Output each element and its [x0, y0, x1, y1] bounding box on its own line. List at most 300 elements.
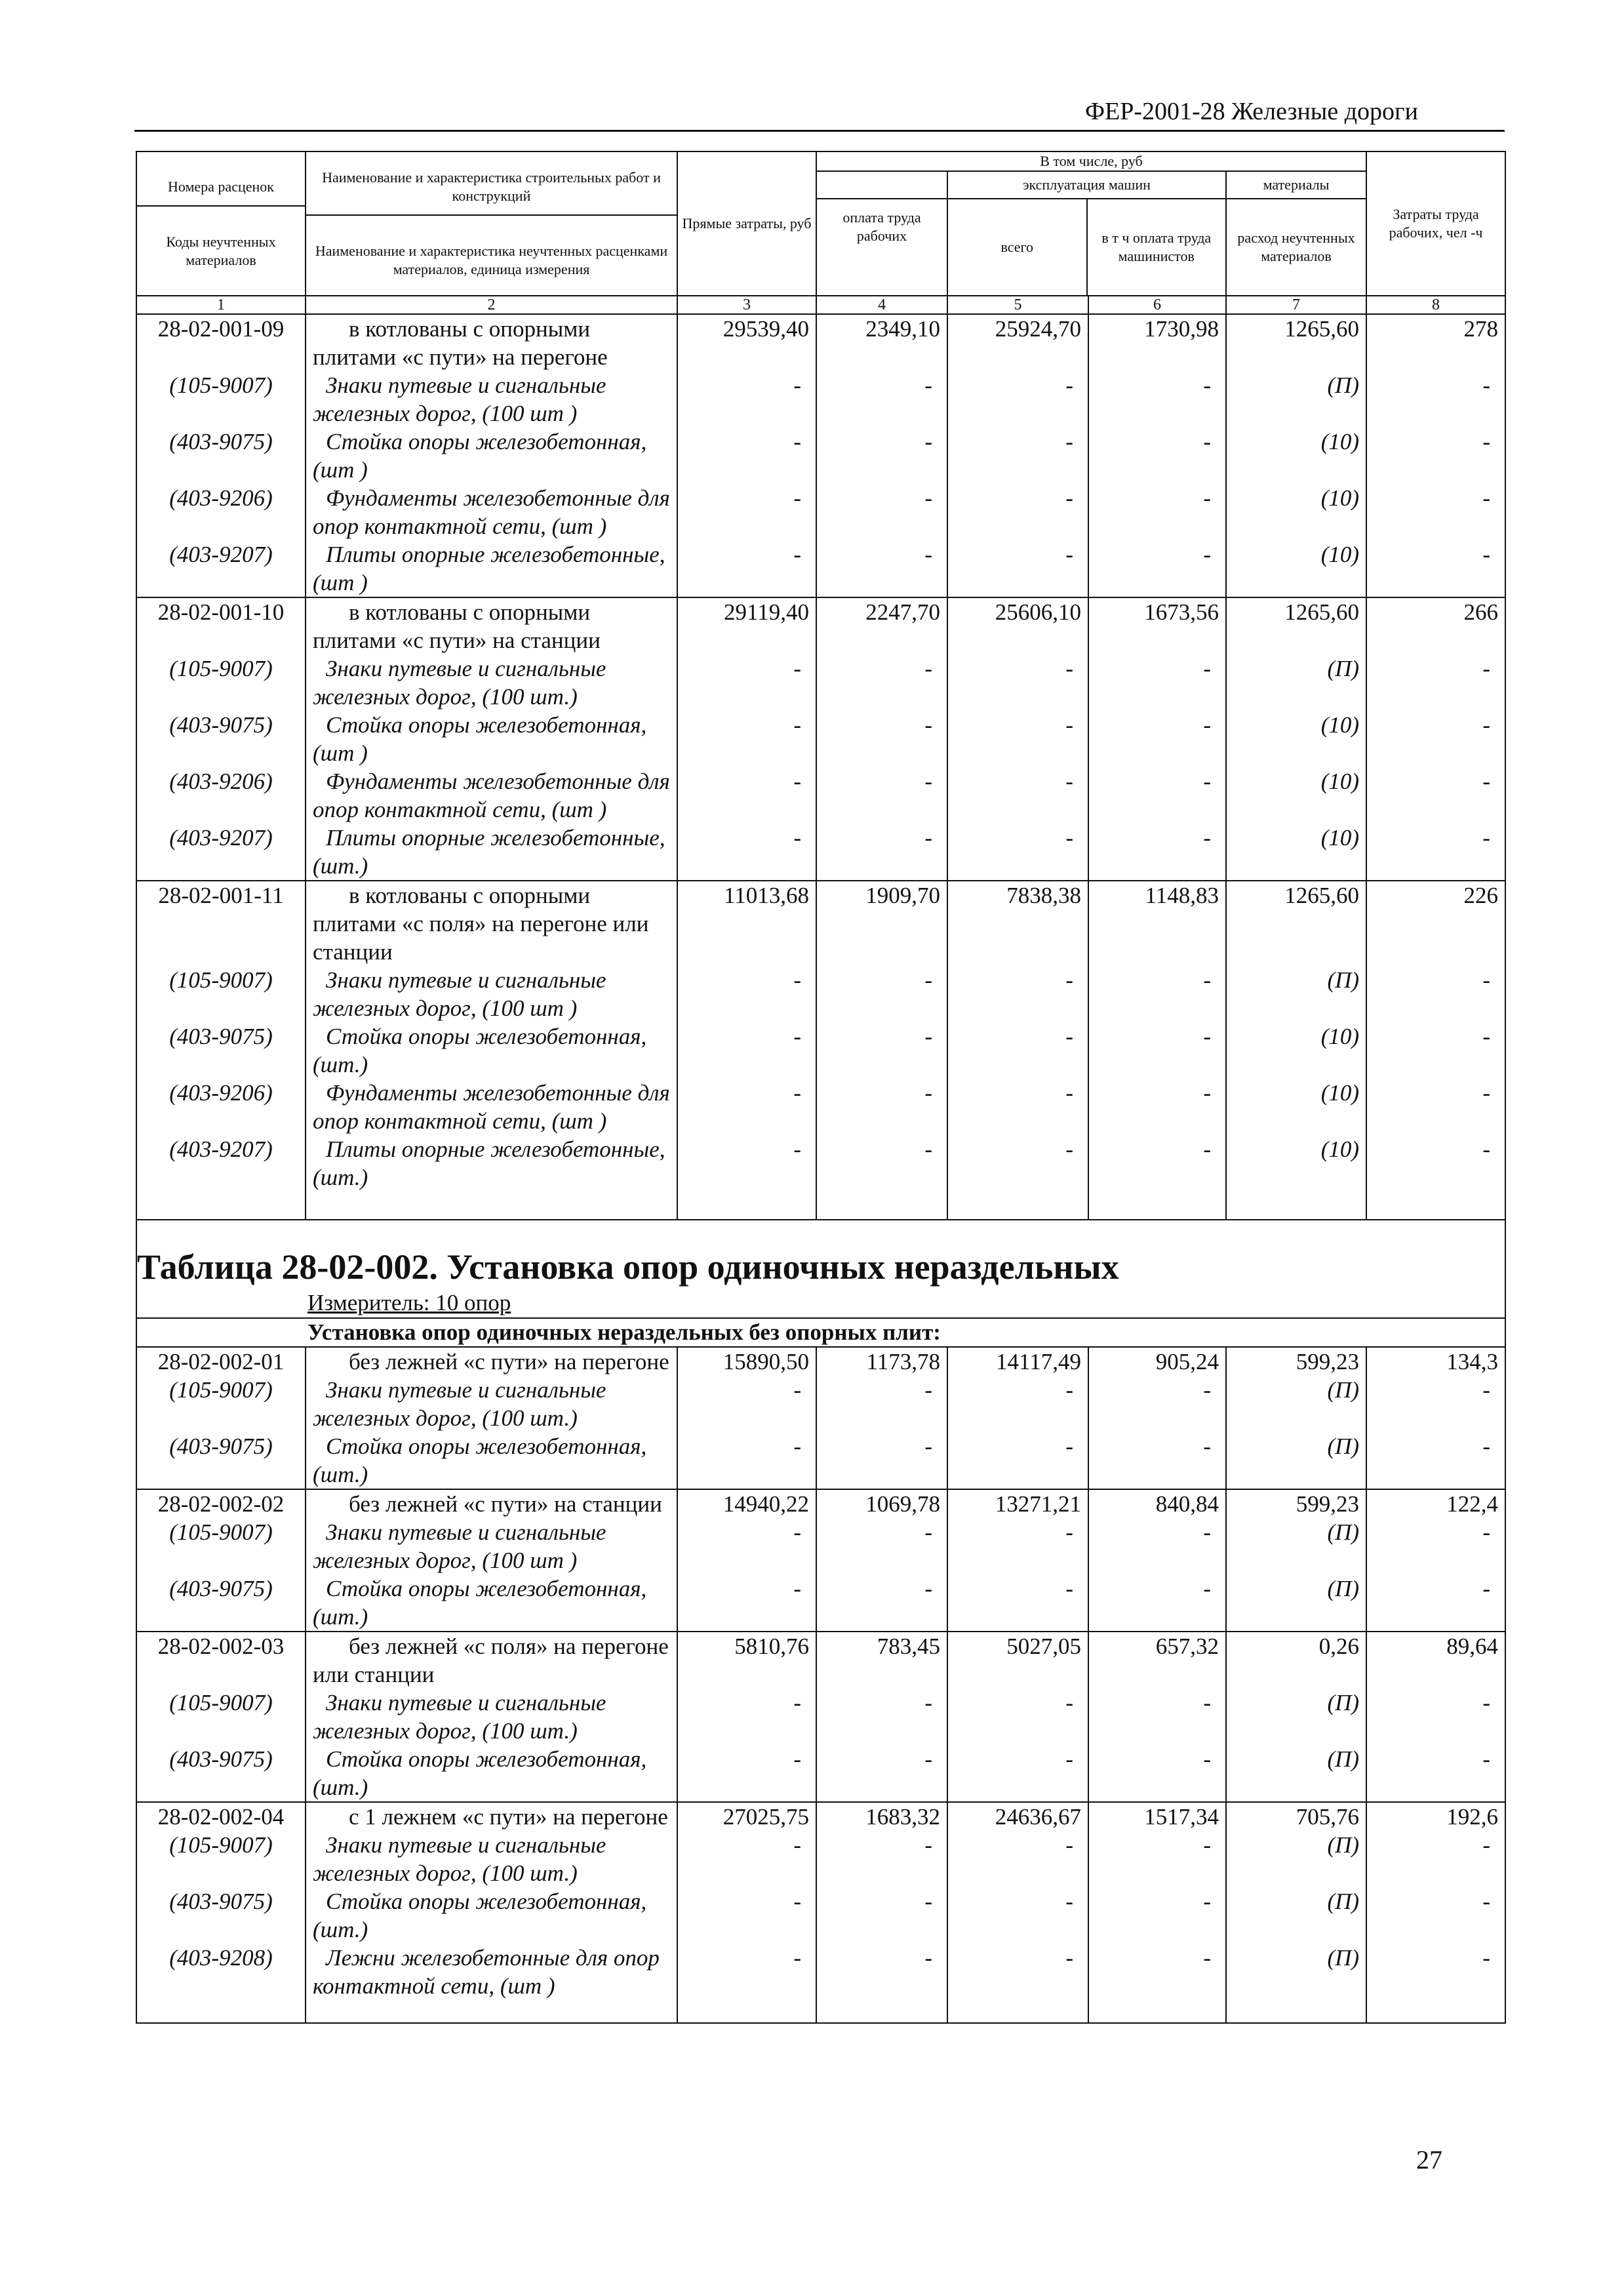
dash-cell: - [1088, 371, 1226, 428]
value-direct: 27025,75 [677, 1802, 816, 1831]
table-measure [136, 1289, 1505, 1318]
resource-row [136, 767, 1505, 824]
work-name-text: в котлованы с опорными плитами «с поля» на перегоне или станции [313, 883, 649, 965]
rate-row [136, 314, 1505, 371]
spacer-cell [136, 2000, 306, 2023]
col-rate-codes-header: Номера расценок Коды неучтенных материалов [136, 151, 306, 296]
resource-code: (105-9007) [136, 1689, 306, 1745]
dash-cell: - [947, 1745, 1088, 1802]
dash-cell: - [947, 1887, 1088, 1944]
spacer-cell [677, 2000, 816, 2023]
dash-cell: - [1088, 1432, 1226, 1489]
resource-name-text: Знаки путевые и сигнальные железных дорог, (100 шт.) [313, 1377, 606, 1431]
resource-name-text: Стойка опоры железобетонная, (шт.) [313, 1434, 647, 1487]
rate-row [136, 1802, 1505, 1831]
resource-quantity: (10) [1226, 540, 1366, 597]
column-number: 7 [1226, 296, 1366, 314]
dash-cell: - [677, 1518, 816, 1574]
resource-name [306, 1745, 677, 1802]
dash-cell: - [1366, 540, 1505, 597]
resource-row [136, 484, 1505, 540]
work-name-text: с 1 лежнем «с пути» на перегоне [349, 1804, 668, 1830]
resource-row [136, 1689, 1505, 1745]
work-name [306, 314, 677, 371]
resource-name-text: Фундаменты железобетонные для опор контактной сети, (шт ) [313, 769, 670, 822]
column-number: 5 [947, 296, 1088, 314]
dash-cell: - [677, 1831, 816, 1887]
resource-row [136, 1079, 1505, 1135]
dash-cell: - [677, 1745, 816, 1802]
resource-code: (105-9007) [136, 1518, 306, 1574]
dash-cell: - [677, 1432, 816, 1489]
resource-quantity: (П) [1226, 1831, 1366, 1887]
dash-cell: - [947, 654, 1088, 711]
resource-row [136, 371, 1505, 428]
resource-name [306, 767, 677, 824]
dash-cell: - [677, 711, 816, 767]
dash-cell: - [816, 1022, 947, 1079]
value-labor: 134,3 [1366, 1347, 1505, 1376]
resource-row [136, 711, 1505, 767]
value-labor: 122,4 [1366, 1489, 1505, 1518]
dash-cell: - [1366, 824, 1505, 881]
spacer-cell [306, 2000, 677, 2023]
value-labor: 266 [1366, 597, 1505, 654]
dash-cell: - [816, 371, 947, 428]
dash-cell: - [677, 1574, 816, 1632]
page-number: 27 [1416, 2145, 1442, 2175]
resource-name-text: Знаки путевые и сигнальные железных дорог, (100 шт.) [313, 656, 606, 710]
dash-cell: - [816, 711, 947, 767]
dash-cell: - [947, 1079, 1088, 1135]
value-direct: 29119,40 [677, 597, 816, 654]
value-labor: 226 [1366, 881, 1505, 966]
value-wages: 1909,70 [816, 881, 947, 966]
dash-cell: - [677, 1376, 816, 1432]
dash-cell: - [1088, 1831, 1226, 1887]
value-wages: 1069,78 [816, 1489, 947, 1518]
resource-name [306, 1376, 677, 1432]
resource-quantity: (П) [1226, 1376, 1366, 1432]
resource-quantity: (10) [1226, 1022, 1366, 1079]
dash-cell: - [1366, 1518, 1505, 1574]
col-labor-header: Затраты труда рабочих, чел -ч [1366, 151, 1505, 296]
resource-row [136, 1944, 1505, 2000]
resource-code: (403-9206) [136, 484, 306, 540]
spacer-cell [947, 1192, 1088, 1220]
resource-row [136, 428, 1505, 484]
dash-cell: - [1088, 711, 1226, 767]
work-name [306, 881, 677, 966]
dash-cell: - [1366, 1887, 1505, 1944]
column-number: 8 [1366, 296, 1505, 314]
dash-cell: - [947, 1376, 1088, 1432]
resource-quantity: (10) [1226, 484, 1366, 540]
dash-cell: - [1088, 767, 1226, 824]
resource-row [136, 1135, 1505, 1192]
resource-quantity: (П) [1226, 1745, 1366, 1802]
resource-name [306, 1432, 677, 1489]
dash-cell: - [947, 824, 1088, 881]
resource-code: (403-9075) [136, 711, 306, 767]
value-materials: 1265,60 [1226, 881, 1366, 966]
resource-name-text: Фундаменты железобетонные для опор контактной сети, (шт ) [313, 485, 670, 539]
dash-cell: - [1366, 1831, 1505, 1887]
resource-row [136, 1022, 1505, 1079]
rate-code: 28-02-001-09 [136, 314, 306, 371]
dash-cell: - [677, 966, 816, 1022]
dash-cell: - [677, 767, 816, 824]
rate-row [136, 597, 1505, 654]
dash-cell: - [947, 966, 1088, 1022]
resource-name [306, 428, 677, 484]
dash-cell: - [816, 824, 947, 881]
dash-cell: - [677, 1079, 816, 1135]
dash-cell: - [1366, 371, 1505, 428]
value-mach: 25924,70 [947, 314, 1088, 371]
resource-quantity: (10) [1226, 428, 1366, 484]
resource-name [306, 1831, 677, 1887]
dash-cell: - [947, 1022, 1088, 1079]
work-name [306, 1489, 677, 1518]
dash-cell: - [677, 1887, 816, 1944]
rate-row [136, 1632, 1505, 1689]
dash-cell: - [1088, 966, 1226, 1022]
col-name-header: Наименование и характеристика строительных работ и конструкций Наименование и характеристика неучтенных расценками материалов, единица измерения [306, 151, 677, 296]
resource-row [136, 1376, 1505, 1432]
value-wages: 2349,10 [816, 314, 947, 371]
resource-row [136, 654, 1505, 711]
dash-cell: - [677, 1944, 816, 2000]
spacer-cell [1088, 2000, 1226, 2023]
column-number: 1 [136, 296, 306, 314]
dash-cell: - [947, 1574, 1088, 1632]
resource-name-text: Знаки путевые и сигнальные железных дорог, (100 шт.) [313, 1832, 606, 1886]
value-labor: 89,64 [1366, 1632, 1505, 1689]
work-name [306, 1802, 677, 1831]
resource-name [306, 484, 677, 540]
dash-cell: - [947, 484, 1088, 540]
dash-cell: - [1366, 711, 1505, 767]
resource-quantity: (П) [1226, 1432, 1366, 1489]
resource-code: (403-9208) [136, 1944, 306, 2000]
resource-name-text: Знаки путевые и сигнальные железных дорог, (100 шт.) [313, 1690, 606, 1744]
dash-cell: - [677, 428, 816, 484]
value-wages: 2247,70 [816, 597, 947, 654]
resource-name-text: Стойка опоры железобетонная, (шт.) [313, 1024, 647, 1077]
resource-name [306, 1079, 677, 1135]
dash-cell: - [1088, 1022, 1226, 1079]
rate-code: 28-02-002-02 [136, 1489, 306, 1518]
column-numbers-row [136, 296, 1505, 314]
resource-name [306, 1887, 677, 1944]
resource-code: (403-9207) [136, 824, 306, 881]
resource-quantity: (10) [1226, 1135, 1366, 1192]
value-direct: 14940,22 [677, 1489, 816, 1518]
dash-cell: - [816, 1376, 947, 1432]
resource-name-text: Плиты опорные железобетонные, (шт ) [313, 542, 665, 595]
dash-cell: - [677, 540, 816, 597]
dash-cell: - [816, 654, 947, 711]
dash-cell: - [1366, 1135, 1505, 1192]
resource-row [136, 1887, 1505, 1944]
dash-cell: - [1366, 966, 1505, 1022]
resource-name [306, 1022, 677, 1079]
resource-name-text: Знаки путевые и сигнальные железных дорог, (100 шт ) [313, 1519, 606, 1573]
dash-cell: - [1088, 1887, 1226, 1944]
dash-cell: - [1088, 1376, 1226, 1432]
resource-quantity: (П) [1226, 966, 1366, 1022]
dash-cell: - [1088, 428, 1226, 484]
rate-code: 28-02-002-04 [136, 1802, 306, 1831]
dash-cell: - [947, 1432, 1088, 1489]
resource-code: (403-9075) [136, 1745, 306, 1802]
work-name-text: без лежней «с пути» на станции [349, 1491, 662, 1517]
dash-cell: - [1088, 1745, 1226, 1802]
dash-cell: - [816, 1079, 947, 1135]
resource-name-text: Стойка опоры железобетонная, (шт ) [313, 712, 647, 766]
dash-cell: - [816, 1432, 947, 1489]
resource-quantity: (П) [1226, 1887, 1366, 1944]
dash-cell: - [1366, 1022, 1505, 1079]
work-name [306, 1632, 677, 1689]
column-number: 2 [306, 296, 677, 314]
value-materials: 0,26 [1226, 1632, 1366, 1689]
resource-row [136, 1432, 1505, 1489]
resource-code: (403-9206) [136, 1079, 306, 1135]
dash-cell: - [1088, 1944, 1226, 2000]
dash-cell: - [816, 484, 947, 540]
resource-name-text: Стойка опоры железобетонная, (шт.) [313, 1889, 647, 1942]
value-direct: 29539,40 [677, 314, 816, 371]
dash-cell: - [816, 1518, 947, 1574]
resource-quantity: (10) [1226, 711, 1366, 767]
resource-name-text: Плиты опорные железобетонные, (шт.) [313, 825, 665, 879]
rate-code: 28-02-001-10 [136, 597, 306, 654]
column-number: 6 [1088, 296, 1226, 314]
work-name [306, 1347, 677, 1376]
column-number: 3 [677, 296, 816, 314]
resource-code: (403-9075) [136, 1022, 306, 1079]
dash-cell: - [1366, 1574, 1505, 1632]
resource-quantity: (П) [1226, 654, 1366, 711]
measure-text: Измеритель: 10 опор [307, 1290, 511, 1315]
dash-cell: - [947, 1135, 1088, 1192]
resource-code: (403-9075) [136, 1887, 306, 1944]
dash-cell: - [947, 1518, 1088, 1574]
resource-name-text: Стойка опоры железобетонная, (шт.) [313, 1576, 647, 1630]
value-mach: 24636,67 [947, 1802, 1088, 1831]
dash-cell: - [1088, 540, 1226, 597]
table-title: Таблица 28-02-002. Установка опор одиночных нераздельных [136, 1220, 1505, 1289]
value-mach-wages: 1148,83 [1088, 881, 1226, 966]
resource-name [306, 1518, 677, 1574]
rates-table [136, 151, 1506, 2024]
resource-name [306, 1944, 677, 2000]
resource-code: (403-9206) [136, 767, 306, 824]
value-mach-wages: 840,84 [1088, 1489, 1226, 1518]
value-labor: 192,6 [1366, 1802, 1505, 1831]
value-mach-wages: 657,32 [1088, 1632, 1226, 1689]
resource-code: (403-9207) [136, 1135, 306, 1192]
dash-cell: - [677, 371, 816, 428]
resource-name [306, 1135, 677, 1192]
dash-cell: - [816, 540, 947, 597]
dash-cell: - [1366, 1079, 1505, 1135]
dash-cell: - [1088, 1689, 1226, 1745]
value-materials: 1265,60 [1226, 597, 1366, 654]
resource-name-text: Знаки путевые и сигнальные железных дорог, (100 шт ) [313, 967, 606, 1021]
dash-cell: - [947, 428, 1088, 484]
resource-name [306, 654, 677, 711]
dash-cell: - [1366, 767, 1505, 824]
dash-cell: - [947, 711, 1088, 767]
col-incl-header: В том числе, руб [816, 151, 1366, 171]
resource-name [306, 1689, 677, 1745]
dash-cell: - [947, 767, 1088, 824]
resource-row [136, 966, 1505, 1022]
value-mach: 5027,05 [947, 1632, 1088, 1689]
work-name-text: без лежней «с поля» на перегоне или станции [313, 1634, 669, 1687]
resource-code: (105-9007) [136, 1831, 306, 1887]
dash-cell: - [816, 1831, 947, 1887]
resource-name-text: Знаки путевые и сигнальные железных дорог, (100 шт ) [313, 372, 606, 426]
work-name-text: в котлованы с опорными плитами «с пути» на станции [313, 599, 601, 653]
resource-code: (105-9007) [136, 654, 306, 711]
resource-quantity: (10) [1226, 1079, 1366, 1135]
resource-quantity: (П) [1226, 1518, 1366, 1574]
spacer-cell [1366, 2000, 1505, 2023]
dash-cell: - [1366, 1376, 1505, 1432]
resource-quantity: (П) [1226, 1574, 1366, 1632]
dash-cell: - [677, 484, 816, 540]
dash-cell: - [816, 1135, 947, 1192]
spacer-cell [1088, 1192, 1226, 1220]
resource-code: (403-9075) [136, 1432, 306, 1489]
spacer-cell [136, 1192, 306, 1220]
dash-cell: - [816, 966, 947, 1022]
value-direct: 15890,50 [677, 1347, 816, 1376]
resource-quantity: (10) [1226, 824, 1366, 881]
resource-name [306, 371, 677, 428]
dash-cell: - [816, 428, 947, 484]
resource-row [136, 1574, 1505, 1632]
dash-cell: - [1366, 484, 1505, 540]
dash-cell: - [1088, 1518, 1226, 1574]
resource-code: (105-9007) [136, 1376, 306, 1432]
dash-cell: - [1088, 484, 1226, 540]
resource-row [136, 824, 1505, 881]
work-name-text: без лежней «с пути» на перегоне [349, 1349, 669, 1374]
resource-row [136, 1831, 1505, 1887]
rate-row [136, 1489, 1505, 1518]
value-mach: 14117,49 [947, 1347, 1088, 1376]
col-direct-header: Прямые затраты, руб [677, 151, 816, 296]
dash-cell: - [677, 654, 816, 711]
value-wages: 1173,78 [816, 1347, 947, 1376]
resource-name-text: Плиты опорные железобетонные, (шт.) [313, 1136, 665, 1190]
dash-cell: - [947, 371, 1088, 428]
resource-name-text: Стойка опоры железобетонная, (шт ) [313, 429, 647, 483]
resource-quantity: (П) [1226, 1689, 1366, 1745]
dash-cell: - [947, 1689, 1088, 1745]
value-mach: 13271,21 [947, 1489, 1088, 1518]
spacer-cell [1226, 2000, 1366, 2023]
spacer-cell [947, 2000, 1088, 2023]
resource-row [136, 540, 1505, 597]
work-name-text: в котлованы с опорными плитами «с пути» на перегоне [313, 316, 608, 370]
dash-cell: - [1088, 824, 1226, 881]
column-number: 4 [816, 296, 947, 314]
value-mach: 7838,38 [947, 881, 1088, 966]
spacer-cell [1366, 1192, 1505, 1220]
dash-cell: - [816, 1745, 947, 1802]
resource-code: (403-9075) [136, 1574, 306, 1632]
dash-cell: - [677, 1022, 816, 1079]
dash-cell: - [677, 1135, 816, 1192]
col-materials-header: материалы расход неучтенных материалов [1226, 171, 1366, 296]
dash-cell: - [1088, 654, 1226, 711]
rate-code: 28-02-002-01 [136, 1347, 306, 1376]
resource-name-text: Лежни железобетонные для опор контактной сети, (шт ) [313, 1945, 660, 1999]
value-mach-wages: 1730,98 [1088, 314, 1226, 371]
resource-name [306, 1574, 677, 1632]
value-mach-wages: 905,24 [1088, 1347, 1226, 1376]
value-wages: 783,45 [816, 1632, 947, 1689]
dash-cell: - [1366, 1432, 1505, 1489]
dash-cell: - [816, 1574, 947, 1632]
work-name [306, 597, 677, 654]
resource-quantity: (10) [1226, 767, 1366, 824]
dash-cell: - [816, 1689, 947, 1745]
resource-code: (403-9207) [136, 540, 306, 597]
rate-row [136, 1347, 1505, 1376]
value-labor: 278 [1366, 314, 1505, 371]
resource-name [306, 966, 677, 1022]
value-materials: 599,23 [1226, 1347, 1366, 1376]
value-direct: 5810,76 [677, 1632, 816, 1689]
dash-cell: - [677, 824, 816, 881]
dash-cell: - [947, 540, 1088, 597]
dash-cell: - [1366, 1944, 1505, 2000]
spacer-cell [816, 1192, 947, 1220]
resource-row [136, 1745, 1505, 1802]
dash-cell: - [816, 767, 947, 824]
resource-name-text: Стойка опоры железобетонная, (шт.) [313, 1746, 647, 1800]
dash-cell: - [1366, 1689, 1505, 1745]
resource-code: (105-9007) [136, 966, 306, 1022]
resource-quantity: (П) [1226, 1944, 1366, 2000]
header-rule [134, 130, 1505, 132]
value-wages: 1683,32 [816, 1802, 947, 1831]
value-materials: 1265,60 [1226, 314, 1366, 371]
dash-cell: - [1366, 1745, 1505, 1802]
dash-cell: - [1366, 654, 1505, 711]
value-mach-wages: 1517,34 [1088, 1802, 1226, 1831]
running-header: ФЕР-2001-28 Железные дороги [1085, 98, 1418, 125]
dash-cell: - [816, 1944, 947, 2000]
dash-cell: - [947, 1831, 1088, 1887]
resource-name [306, 711, 677, 767]
resource-row [136, 1518, 1505, 1574]
spacer-cell [306, 1192, 677, 1220]
resource-quantity: (П) [1226, 371, 1366, 428]
value-materials: 705,76 [1226, 1802, 1366, 1831]
dash-cell: - [677, 1689, 816, 1745]
col-machines-header: эксплуатация машин всего в т ч оплата труда машинистов [947, 171, 1226, 296]
dash-cell: - [1366, 428, 1505, 484]
value-mach: 25606,10 [947, 597, 1088, 654]
